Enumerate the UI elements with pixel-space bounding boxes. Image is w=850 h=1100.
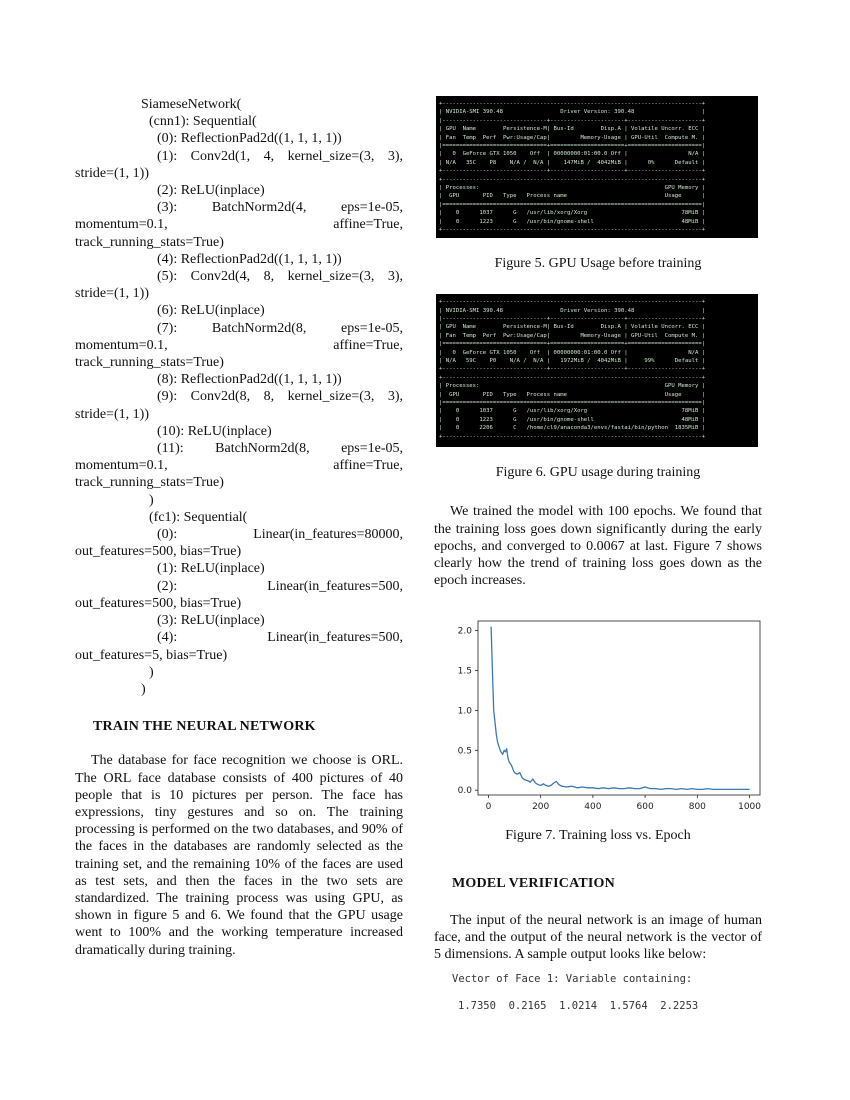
terminal-line: | GPU Name Persistence-M| Bus-Id Disp.A | Volatile Uncorr. ECC |	[439, 126, 706, 133]
vector-values: 1.7350 0.2165 1.0214 1.5764 2.2253	[458, 999, 699, 1012]
y-tick-label: 0.5	[457, 746, 472, 757]
y-tick-label: 2.0	[457, 626, 472, 637]
terminal-line: |===============================+======================+======================|	[439, 341, 706, 348]
code-line: (6): ReLU(inplace)	[157, 303, 265, 319]
terminal-line: |-------------------------------+----------------------+----------------------+	[439, 117, 706, 124]
code-line: (8): ReflectionPad2d((1, 1, 1, 1))	[157, 372, 342, 388]
terminal-line: +-----------------------------------------------------------------------------+	[439, 433, 706, 440]
figure6-caption: Figure 6. GPU usage during training	[495, 465, 701, 481]
code-line: (4): Linear(in_features=500,	[157, 630, 403, 646]
code-line: stride=(1, 1))	[75, 165, 149, 181]
code-line: (fc1): Sequential(	[149, 509, 248, 525]
terminal-line: +-------------------------------+----------------------+----------------------+	[439, 168, 706, 175]
terminal-line: | N/A 35C P8 N/A / N/A | 147MiB / 4042MiB | 0% Default |	[439, 159, 706, 166]
terminal-line: +-------------------------------+----------------------+----------------------+	[439, 366, 706, 373]
model-architecture-printout	[75, 96, 403, 698]
code-line: )	[149, 664, 154, 680]
terminal-line: | NVIDIA-SMI 390.48 Driver Version: 390.48 |	[439, 109, 706, 116]
code-line: (11): BatchNorm2d(8, eps=1e-05,	[157, 441, 403, 457]
left-column	[75, 96, 403, 959]
terminal-line: |-------------------------------+----------------------+----------------------+	[439, 316, 706, 323]
terminal-line: +-----------------------------------------------------------------------------+	[439, 176, 706, 183]
code-line: (10): ReLU(inplace)	[157, 423, 272, 439]
code-line: momentum=0.1, affine=True,	[75, 337, 403, 353]
code-line: (5): Conv2d(4, 8, kernel_size=(3, 3),	[157, 269, 403, 285]
y-tick-label: 1.5	[457, 666, 472, 677]
terminal-line: | N/A 59C P0 N/A / N/A | 1972MiB / 4042MiB | 99% Default |	[439, 358, 706, 365]
nvidia-smi-terminal-before	[436, 96, 758, 238]
x-tick-label: 0	[485, 802, 492, 813]
code-line: momentum=0.1, affine=True,	[75, 217, 403, 233]
code-line: stride=(1, 1))	[75, 406, 149, 422]
code-line: (3): BatchNorm2d(4, eps=1e-05,	[157, 200, 403, 216]
terminal-line: +-----------------------------------------------------------------------------+	[439, 101, 706, 107]
code-line: (0): Linear(in_features=80000,	[157, 527, 403, 543]
terminal-line: | Processes: GPU Memory |	[439, 383, 706, 390]
x-tick-label: 600	[636, 802, 654, 813]
terminal-line: |===============================+======================+======================|	[439, 143, 706, 150]
code-line: (7): BatchNorm2d(8, eps=1e-05,	[157, 320, 403, 336]
terminal-line: | GPU PID Type Process name Usage |	[439, 391, 706, 398]
code-line: stride=(1, 1))	[75, 286, 149, 302]
code-line: (cnn1): Sequential(	[149, 114, 257, 130]
terminal-line: +-----------------------------------------------------------------------------+	[439, 299, 706, 306]
training-loss-chart	[442, 617, 762, 817]
terminal-line: | 0 GeForce GTX 1050 Off | 00000000:01:00.0 Off | N/A |	[439, 151, 706, 158]
terminal-line: | NVIDIA-SMI 390.48 Driver Version: 390.48 |	[439, 307, 706, 314]
terminal-line: | GPU Name Persistence-M| Bus-Id Disp.A | Volatile Uncorr. ECC |	[439, 324, 706, 331]
right-column	[434, 96, 762, 1015]
terminal-line: | 0 1037 G /usr/lib/xorg/Xorg 78MiB |	[439, 408, 706, 415]
code-line: track_running_stats=True)	[75, 234, 224, 250]
terminal-line: | 0 1037 G /usr/lib/xorg/Xorg 78MiB |	[439, 210, 706, 217]
terminal-line: | Processes: GPU Memory |	[439, 185, 706, 192]
code-line: (2): ReLU(inplace)	[157, 183, 265, 199]
code-line: (4): ReflectionPad2d((1, 1, 1, 1))	[157, 251, 342, 267]
code-line: track_running_stats=True)	[75, 355, 224, 371]
terminal-line: +-----------------------------------------------------------------------------+	[439, 374, 706, 381]
terminal-line: | Fan Temp Perf Pwr:Usage/Cap| Memory-Usage | GPU-Util Compute M. |	[439, 332, 706, 339]
terminal-line: | Fan Temp Perf Pwr:Usage/Cap| Memory-Usage | GPU-Util Compute M. |	[439, 134, 706, 141]
code-line: (9): Conv2d(8, 8, kernel_size=(3, 3),	[157, 389, 403, 405]
y-tick-label: 0.0	[457, 786, 472, 797]
terminal-line: | 0 GeForce GTX 1050 Off | 00000000:01:00.0 Off | N/A |	[439, 349, 706, 356]
terminal-line: | GPU PID Type Process name Usage |	[439, 193, 706, 200]
terminal-line: | 0 2206 C /home/cl9/anaconda3/envs/fastai/bin/python 1835MiB |	[439, 425, 706, 432]
code-line: out_features=500, bias=True)	[75, 595, 242, 611]
code-line: (0): ReflectionPad2d((1, 1, 1, 1))	[157, 131, 342, 147]
terminal-line: | 0 1223 G /usr/bin/gnome-shell 48MiB |	[439, 416, 706, 423]
x-tick-label: 400	[584, 802, 602, 813]
vector-label: Vector of Face 1: Variable containing:	[452, 973, 693, 986]
terminal-line: | 0 1223 G /usr/bin/gnome-shell 48MiB |	[439, 218, 706, 225]
code-line: (3): ReLU(inplace)	[157, 613, 265, 629]
terminal-line: |=============================================================================|	[439, 201, 706, 208]
terminal-line: |=============================================================================|	[439, 400, 706, 407]
x-tick-label: 800	[688, 802, 706, 813]
code-line: momentum=0.1, affine=True,	[75, 458, 403, 474]
terminal-line: +-----------------------------------------------------------------------------+	[439, 227, 706, 234]
y-tick-label: 1.0	[457, 706, 472, 717]
code-line: out_features=5, bias=True)	[75, 647, 228, 663]
x-tick-label: 1000	[738, 802, 762, 813]
section-heading-verification: MODEL VERIFICATION	[452, 875, 615, 891]
code-line: )	[149, 492, 154, 508]
loss-series-line	[491, 627, 749, 790]
code-line: )	[141, 681, 146, 697]
code-line: track_running_stats=True)	[75, 475, 224, 491]
plot-frame	[478, 621, 760, 795]
verification-paragraph: The input of the neural network is an image of human face, and the output of the neural network is the vector of 5 dimensions. A sample output looks like below:	[434, 912, 762, 963]
figure5-caption: Figure 5. GPU Usage before training	[494, 256, 702, 271]
figure7-caption: Figure 7. Training loss vs. Epoch	[505, 828, 691, 844]
x-tick-label: 200	[532, 802, 550, 813]
train-paragraph: The database for face recognition we choose is ORL. The ORL face database consists of 400 pictures of 40 people that is 10 pictures per person. The face has expressions, tiny gestures and so on. The training processing is performed on the two databases, and 90% of the faces in the databases are randomly selected as the training set, and the remaining 10% of the faces are used as test sets, and then the faces in the two sets are standardized. The training process was using GPU, as shown in figure 5 and 6. We found that the GPU usage went to 100% and the working temperature increased dramatically during training.	[75, 753, 403, 958]
code-line: out_features=500, bias=True)	[75, 544, 242, 560]
training-loss-svg	[442, 617, 766, 817]
code-line: SiameseNetwork(	[141, 97, 242, 112]
code-line: (1): ReLU(inplace)	[157, 561, 265, 577]
section-heading-train: TRAIN THE NEURAL NETWORK	[93, 719, 316, 735]
code-line: (2): Linear(in_features=500,	[157, 578, 403, 594]
code-line: (1): Conv2d(1, 4, kernel_size=(3, 3),	[157, 148, 403, 164]
nvidia-smi-terminal-during	[436, 294, 758, 447]
training-results-paragraph: We trained the model with 100 epochs. We found that the training loss goes down significantly during the early epochs, and converged to 0.0067 at last. Figure 7 shows clearly how the trend of training loss goes down as the epoch increases.	[434, 504, 762, 589]
